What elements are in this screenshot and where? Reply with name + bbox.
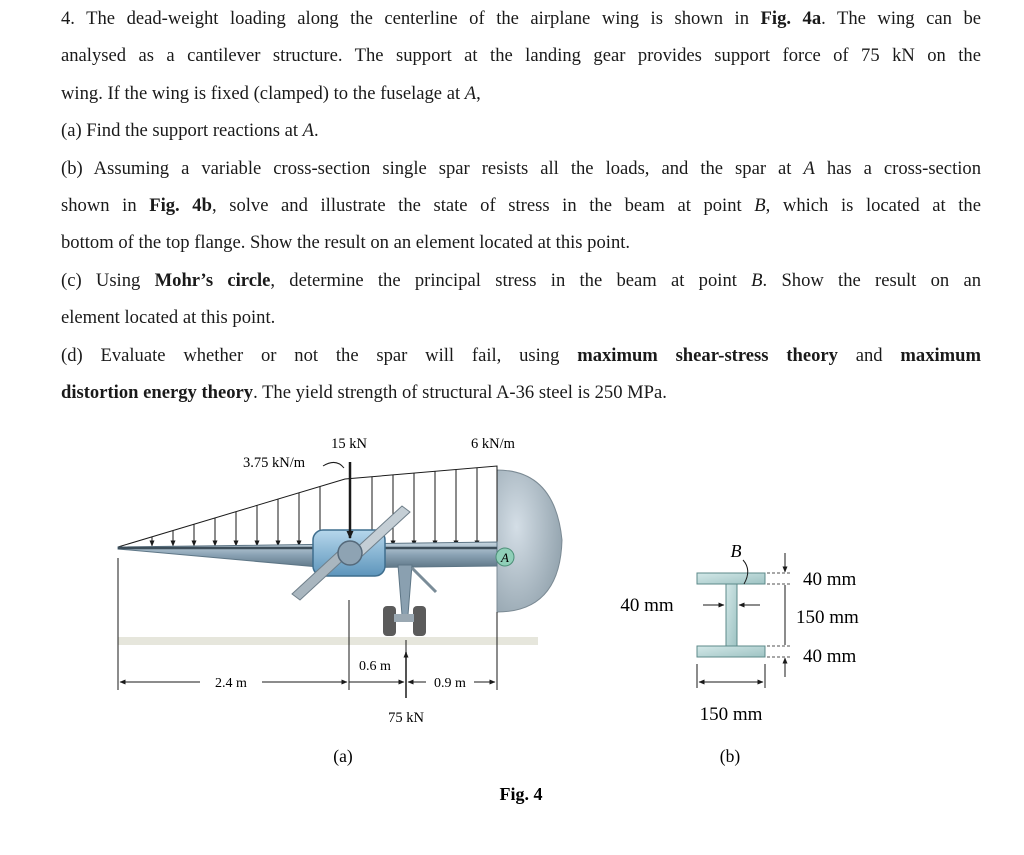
text-span: , which is located at the [765, 194, 981, 216]
text-span: (d) Evaluate whether or not the spar will fail, using [61, 344, 578, 366]
dim-left-label: 2.4 m [215, 676, 247, 691]
support-label: 75 kN [388, 710, 424, 726]
bold-term: maximum [900, 344, 981, 366]
text-span: wing. If the wing is fixed (clamped) to the fuselage at [61, 82, 465, 104]
text-span: (a) Find the support reactions at [61, 120, 303, 142]
figure-caption: Fig. 4 [499, 784, 543, 804]
point-ref: B [754, 194, 766, 216]
point-B-label: B [730, 541, 742, 561]
text-span: element located at this point. [61, 307, 276, 329]
text-span: (b) Assuming a variable cross-section single spar resists all the loads, and the spar at [61, 157, 804, 179]
text-span: . Show the result on an [762, 269, 982, 291]
point-ref: A [803, 157, 815, 179]
ground [118, 637, 538, 645]
text-span: has a cross-section [814, 157, 981, 179]
load-left-label: 3.75 kN/m [243, 455, 306, 471]
point-ref: A [464, 82, 477, 104]
wheel-hub [394, 614, 414, 622]
text-span: (c) Using [61, 269, 155, 291]
fig-ref: Fig. 4b [149, 194, 212, 216]
fig-4b [620, 541, 859, 766]
flange-bottom-dim: 40 mm [803, 646, 857, 667]
text-span: , solve and illustrate the state of stress in the beam at point [211, 194, 755, 216]
load-right-label: 6 kN/m [471, 436, 515, 452]
point-load-label: 15 kN [331, 436, 367, 452]
dim-mid-label: 0.6 m [359, 659, 391, 674]
caption-a: (a) [333, 746, 353, 766]
bottom-flange [697, 646, 765, 657]
text-span: 4. The dead-weight loading along the centerline of the airplane wing is shown in [61, 8, 761, 29]
text-span: analysed as a cantilever structure. The support at the landing gear provides support force of 75 kN on the [61, 45, 981, 67]
bold-term: Mohr’s circle [154, 269, 271, 291]
caption-b: (b) [719, 746, 741, 766]
wheel-right [413, 606, 426, 636]
web-height-dim: 150 mm [796, 607, 859, 628]
fuselage [497, 470, 562, 612]
point-A-label: A [501, 550, 509, 565]
text-span: shown in [61, 194, 150, 216]
text-span: bottom of the top flange. Show the result on an element located at this point. [61, 232, 631, 254]
fig-4a [118, 436, 562, 766]
text-span: , determine the principal stress in the beam at point [270, 269, 752, 291]
flange-top-dim: 40 mm [803, 569, 857, 590]
text-span: . The wing can be [821, 8, 981, 29]
bold-term: maximum shear-stress theory [577, 344, 838, 366]
wing [118, 542, 497, 568]
bold-term: distortion energy theory [61, 381, 254, 403]
web [726, 584, 737, 646]
dim-right-label: 0.9 m [434, 676, 466, 691]
fig-ref: Fig. 4a [760, 8, 822, 29]
text-span: . [314, 120, 319, 142]
load-left-leader [323, 462, 344, 468]
top-flange [697, 573, 765, 584]
gear-strut [398, 565, 412, 615]
point-ref: B [751, 269, 763, 291]
text-span: , [476, 82, 481, 104]
web-thickness-dim: 40 mm [620, 595, 674, 616]
flange-width-dim: 150 mm [699, 704, 763, 725]
text-span: and [837, 344, 901, 366]
point-ref: A [302, 120, 315, 142]
gear-brace [412, 568, 436, 592]
load-outline [118, 466, 497, 547]
propeller-hub [338, 541, 362, 565]
text-span: . The yield strength of structural A-36 steel is 250 MPa. [253, 381, 667, 403]
